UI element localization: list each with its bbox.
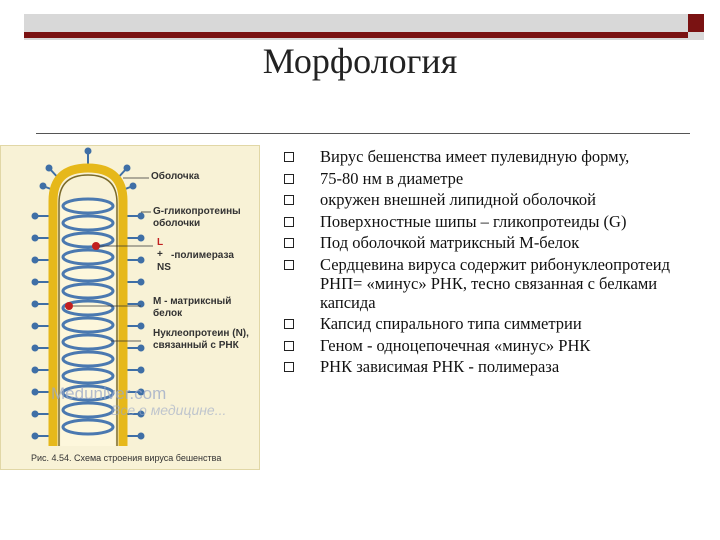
- list-item-text: окружен внешней липидной оболочкой: [320, 190, 596, 209]
- spike-head: [40, 183, 47, 190]
- watermark: Meduniver.com: [51, 384, 167, 403]
- label-l: L: [157, 237, 164, 248]
- polymerase-dot-1: [92, 242, 100, 250]
- square-bullet-icon: [284, 362, 294, 372]
- label-nucleoprotein: Нуклеопротеин (N), связанный с РНК: [153, 328, 249, 351]
- label-ns: NS: [157, 262, 171, 273]
- spike-head: [32, 257, 39, 264]
- list-item-text: Геном - одноцепочечная «минус» РНК: [320, 335, 591, 355]
- spike-head: [32, 235, 39, 242]
- figure-caption: Рис. 4.54. Схема строения вируса бешенства: [31, 453, 222, 463]
- spike-head: [124, 165, 131, 172]
- list-item-text: РНК зависимая РНК - полимераза: [320, 357, 560, 376]
- square-bullet-icon: [284, 238, 294, 248]
- watermark-subtitle: Все о медицине...: [111, 402, 227, 418]
- list-item: [280, 314, 700, 333]
- virus-interior: [61, 201, 115, 446]
- spike-head: [32, 433, 39, 440]
- title-divider: [36, 133, 690, 134]
- slide-title: Морфология: [262, 41, 458, 81]
- polymerase-dot-2: [65, 302, 73, 310]
- square-bullet-icon: [284, 152, 294, 162]
- spike-head: [138, 213, 145, 220]
- square-bullet-icon: [284, 260, 294, 270]
- square-bullet-icon: [284, 341, 294, 351]
- spike-head: [138, 323, 145, 330]
- list-item-text: Капсид спирального типа симметрии: [320, 314, 582, 333]
- list-item: [280, 212, 700, 231]
- spike-head: [138, 301, 145, 308]
- slide-accent-line: [24, 32, 688, 38]
- spike-head: [138, 367, 145, 374]
- spike-head: [32, 411, 39, 418]
- list-item: [280, 190, 700, 209]
- spike-head: [32, 345, 39, 352]
- list-item: [280, 233, 700, 252]
- list-item: [280, 357, 700, 376]
- list-item-text: Поверхностные шипы – гликопротеиды (G): [320, 211, 627, 231]
- spike-head: [85, 148, 92, 155]
- list-item: [280, 255, 700, 312]
- list-item: [280, 336, 700, 355]
- square-bullet-icon: [284, 319, 294, 329]
- square-bullet-icon: [284, 195, 294, 205]
- label-plus: +: [157, 249, 163, 260]
- list-item: [280, 147, 700, 166]
- square-bullet-icon: [284, 174, 294, 184]
- virus-diagram: [0, 145, 260, 470]
- list-item-text: Вирус бешенства имеет пулевидную форму,: [320, 147, 630, 166]
- spike-head: [138, 345, 145, 352]
- label-polymerase: -полимераза: [171, 250, 234, 261]
- spike-head: [138, 235, 145, 242]
- label-envelope: Оболочка: [151, 171, 200, 182]
- spike-head: [32, 323, 39, 330]
- spike-head: [32, 301, 39, 308]
- spike-head: [32, 389, 39, 396]
- label-g-glycoprotein: G-гликопротеины оболочки: [153, 206, 241, 229]
- list-item-text: 75-80 нм в диаметре: [320, 168, 464, 188]
- list-item: [280, 169, 700, 188]
- spike-head: [32, 367, 39, 374]
- spike-head: [130, 183, 137, 190]
- spike-head: [46, 165, 53, 172]
- list-item-text: Сердцевина вируса содержит рибонуклеопротеид РНП= «минус» РНК, тесно связанная с белками капсида: [320, 254, 671, 312]
- spike-head: [32, 279, 39, 286]
- label-m-protein: М - матриксный белок: [153, 296, 232, 319]
- spike-head: [138, 279, 145, 286]
- bullet-list: [280, 147, 700, 379]
- square-bullet-icon: [284, 217, 294, 227]
- spike-head: [138, 433, 145, 440]
- spike-head: [138, 257, 145, 264]
- list-item-text: Под оболочкой матриксный М-белок: [320, 233, 580, 252]
- spike-head: [32, 213, 39, 220]
- slide-corner-block-light: [688, 32, 704, 40]
